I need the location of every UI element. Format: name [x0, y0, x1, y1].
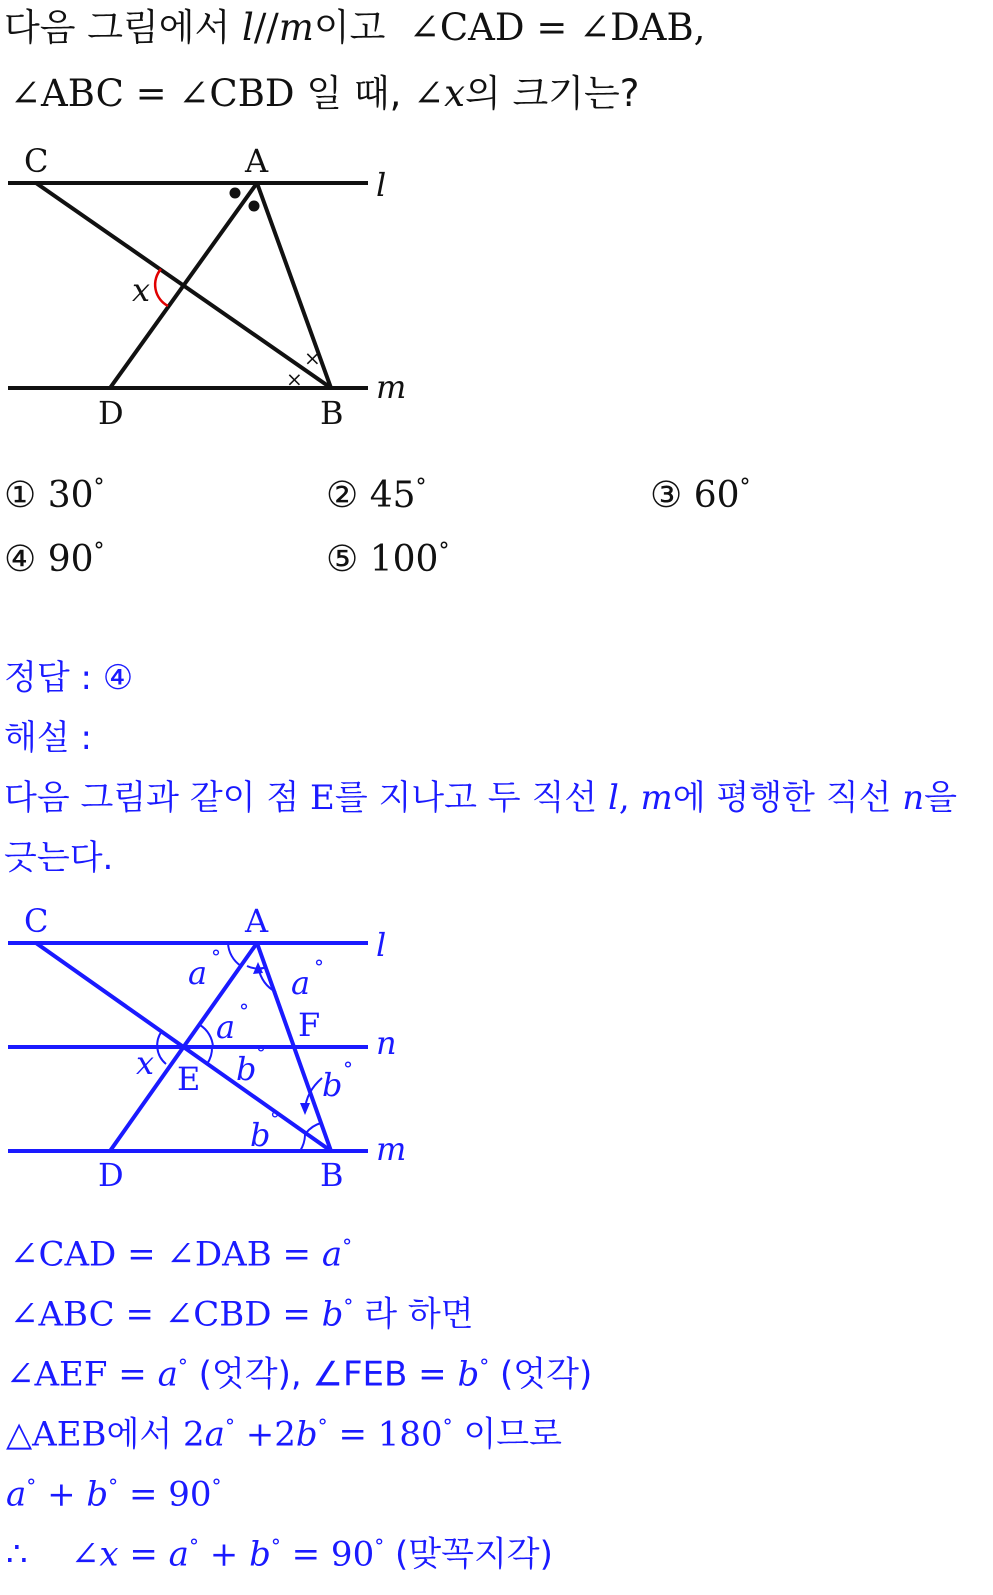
label-a-angle: a: [188, 954, 208, 992]
explanation-text: 을: [924, 778, 957, 818]
degree-sign: °: [188, 1534, 199, 1558]
solution-text: 라 하면: [353, 1294, 474, 1335]
var-b: b: [249, 1534, 271, 1575]
var-a: a: [168, 1534, 189, 1575]
line-n-symbol: n: [902, 778, 925, 818]
solution-math: 2: [183, 1414, 205, 1455]
label-n: n: [376, 1024, 397, 1062]
degree-sign: °: [342, 1234, 353, 1258]
label-a-angle: a: [216, 1008, 236, 1046]
label-m: m: [376, 1130, 407, 1168]
solution-math: = 90: [280, 1534, 375, 1575]
var-a: a: [204, 1414, 225, 1455]
solution-math: ∠CAD = ∠DAB =: [10, 1234, 322, 1275]
degree-sign: °: [256, 1041, 266, 1065]
solution-math: = 180: [327, 1414, 443, 1455]
degree-sign: °: [211, 945, 221, 969]
solution-text: 이므로: [452, 1414, 562, 1455]
degree-sign: °: [415, 475, 427, 500]
label-x: x: [136, 1044, 155, 1082]
angle-symbol: ∠: [70, 1534, 100, 1575]
label-c: C: [24, 902, 49, 940]
var-b: b: [321, 1294, 344, 1335]
degree-sign: °: [93, 539, 105, 564]
degree-sign: °: [317, 1414, 328, 1438]
solution-line-5: [6, 1464, 222, 1516]
point-e: E: [309, 778, 335, 818]
degree-sign: °: [343, 1057, 353, 1081]
x-variable: x: [99, 1534, 119, 1575]
solution-math: = 90: [118, 1474, 212, 1515]
label-d: D: [98, 1156, 124, 1194]
label-m: m: [376, 368, 407, 406]
angle-equation: ∠ABC = ∠CBD: [10, 72, 295, 115]
solution-math: +: [36, 1474, 87, 1515]
label-l: l: [376, 166, 387, 204]
solution-line-6: [6, 1524, 553, 1576]
solution-line-3: [6, 1344, 592, 1396]
angle-symbol: ∠: [413, 72, 445, 115]
label-b-angle: b: [322, 1066, 343, 1104]
answer-label: 정답 :: [4, 658, 103, 698]
solution-math: +: [198, 1534, 250, 1575]
solution-math: ∠AEF =: [6, 1354, 158, 1395]
triangle-aeb: △AEB: [6, 1414, 107, 1455]
solution-math: ∠ABC = ∠CBD =: [10, 1294, 322, 1335]
degree-sign: °: [177, 1354, 188, 1378]
option-mark: ⑤: [326, 539, 359, 580]
explanation-line-2: 긋는다.: [4, 838, 114, 878]
degree-sign: °: [26, 1474, 37, 1498]
explanation-text: 를 지나고 두 직선: [334, 778, 608, 818]
option-value: 90: [47, 539, 94, 580]
answer-value: ④: [102, 658, 134, 698]
degree-sign: °: [211, 1474, 222, 1498]
question-text: 일 때,: [306, 72, 414, 115]
angle-mark-cross: ×: [304, 346, 321, 370]
angle-arc: [200, 1025, 213, 1047]
line-l-symbol: l: [607, 778, 619, 818]
var-a: a: [157, 1354, 178, 1395]
degree-sign: °: [93, 475, 105, 500]
label-b: B: [320, 394, 344, 432]
option-value: 100: [369, 539, 439, 580]
question-text: 이고: [313, 6, 398, 49]
var-a: a: [321, 1234, 343, 1275]
solution-text: (엇각), ∠FEB =: [187, 1354, 458, 1395]
var-b: b: [86, 1474, 109, 1515]
degree-sign: °: [438, 539, 450, 564]
degree-sign: °: [374, 1534, 385, 1558]
solution-text: (엇각): [489, 1354, 593, 1395]
angle-arc: [207, 1047, 212, 1064]
degree-sign: °: [479, 1354, 490, 1378]
label-a-angle: a: [291, 964, 311, 1002]
var-b: b: [295, 1414, 318, 1455]
explanation-text: 에 평행한 직선: [672, 778, 903, 818]
option-value: 60: [693, 475, 740, 516]
degree-sign: °: [224, 1414, 235, 1438]
label-b-angle: b: [236, 1050, 257, 1088]
angle-equation: ∠CAD = ∠DAB,: [408, 6, 706, 49]
arrowhead-icon: [300, 1103, 310, 1115]
line-m-symbol: m: [278, 6, 314, 49]
label-c: C: [24, 142, 49, 180]
solution-math: =: [118, 1534, 169, 1575]
degree-sign: °: [270, 1107, 280, 1131]
solution-line-4: [6, 1404, 562, 1456]
option-mark: ②: [326, 475, 359, 516]
therefore-symbol: ∴: [6, 1534, 28, 1575]
question-text: 의 크기는?: [465, 72, 640, 115]
var-a: a: [6, 1474, 27, 1515]
degree-sign: °: [739, 475, 751, 500]
solution-text: (맞꼭지각): [384, 1534, 553, 1575]
label-l: l: [376, 926, 387, 964]
line-l-symbol: l: [241, 6, 254, 49]
angle-arc: [300, 1133, 305, 1151]
label-d: D: [98, 394, 124, 432]
solution-line-2: [10, 1284, 474, 1336]
explanation-label: 해설 :: [4, 718, 92, 758]
degree-sign: °: [239, 999, 249, 1023]
degree-sign: °: [314, 955, 324, 979]
parallel-symbol: //: [253, 6, 279, 49]
option-mark: ①: [4, 475, 37, 516]
comma: ,: [618, 778, 641, 818]
solution-text: 에서: [106, 1414, 184, 1455]
degree-sign: °: [442, 1414, 453, 1438]
var-b: b: [457, 1354, 480, 1395]
option-mark: ④: [4, 539, 37, 580]
solution-math: +2: [234, 1414, 296, 1455]
label-a: A: [245, 142, 269, 180]
label-b-angle: b: [250, 1116, 271, 1154]
label-f: F: [298, 1006, 321, 1044]
label-e: E: [177, 1060, 201, 1098]
angle-arc: [306, 1123, 321, 1133]
option-mark: ③: [650, 475, 683, 516]
option-value: 45: [369, 475, 416, 516]
label-a: A: [245, 902, 269, 940]
label-b: B: [320, 1156, 344, 1194]
explanation-text: 다음 그림과 같이 점: [4, 778, 310, 818]
option-value: 30: [47, 475, 94, 516]
angle-arc: [228, 943, 241, 966]
degree-sign: °: [108, 1474, 119, 1498]
x-variable: x: [444, 72, 466, 115]
degree-sign: °: [270, 1534, 281, 1558]
label-x: x: [132, 271, 151, 309]
angle-mark-cross: ×: [286, 367, 303, 391]
degree-sign: °: [343, 1294, 354, 1318]
question-text: 다음 그림에서: [4, 6, 242, 49]
solution-line-1: [10, 1224, 352, 1276]
line-m-symbol: m: [640, 778, 673, 818]
